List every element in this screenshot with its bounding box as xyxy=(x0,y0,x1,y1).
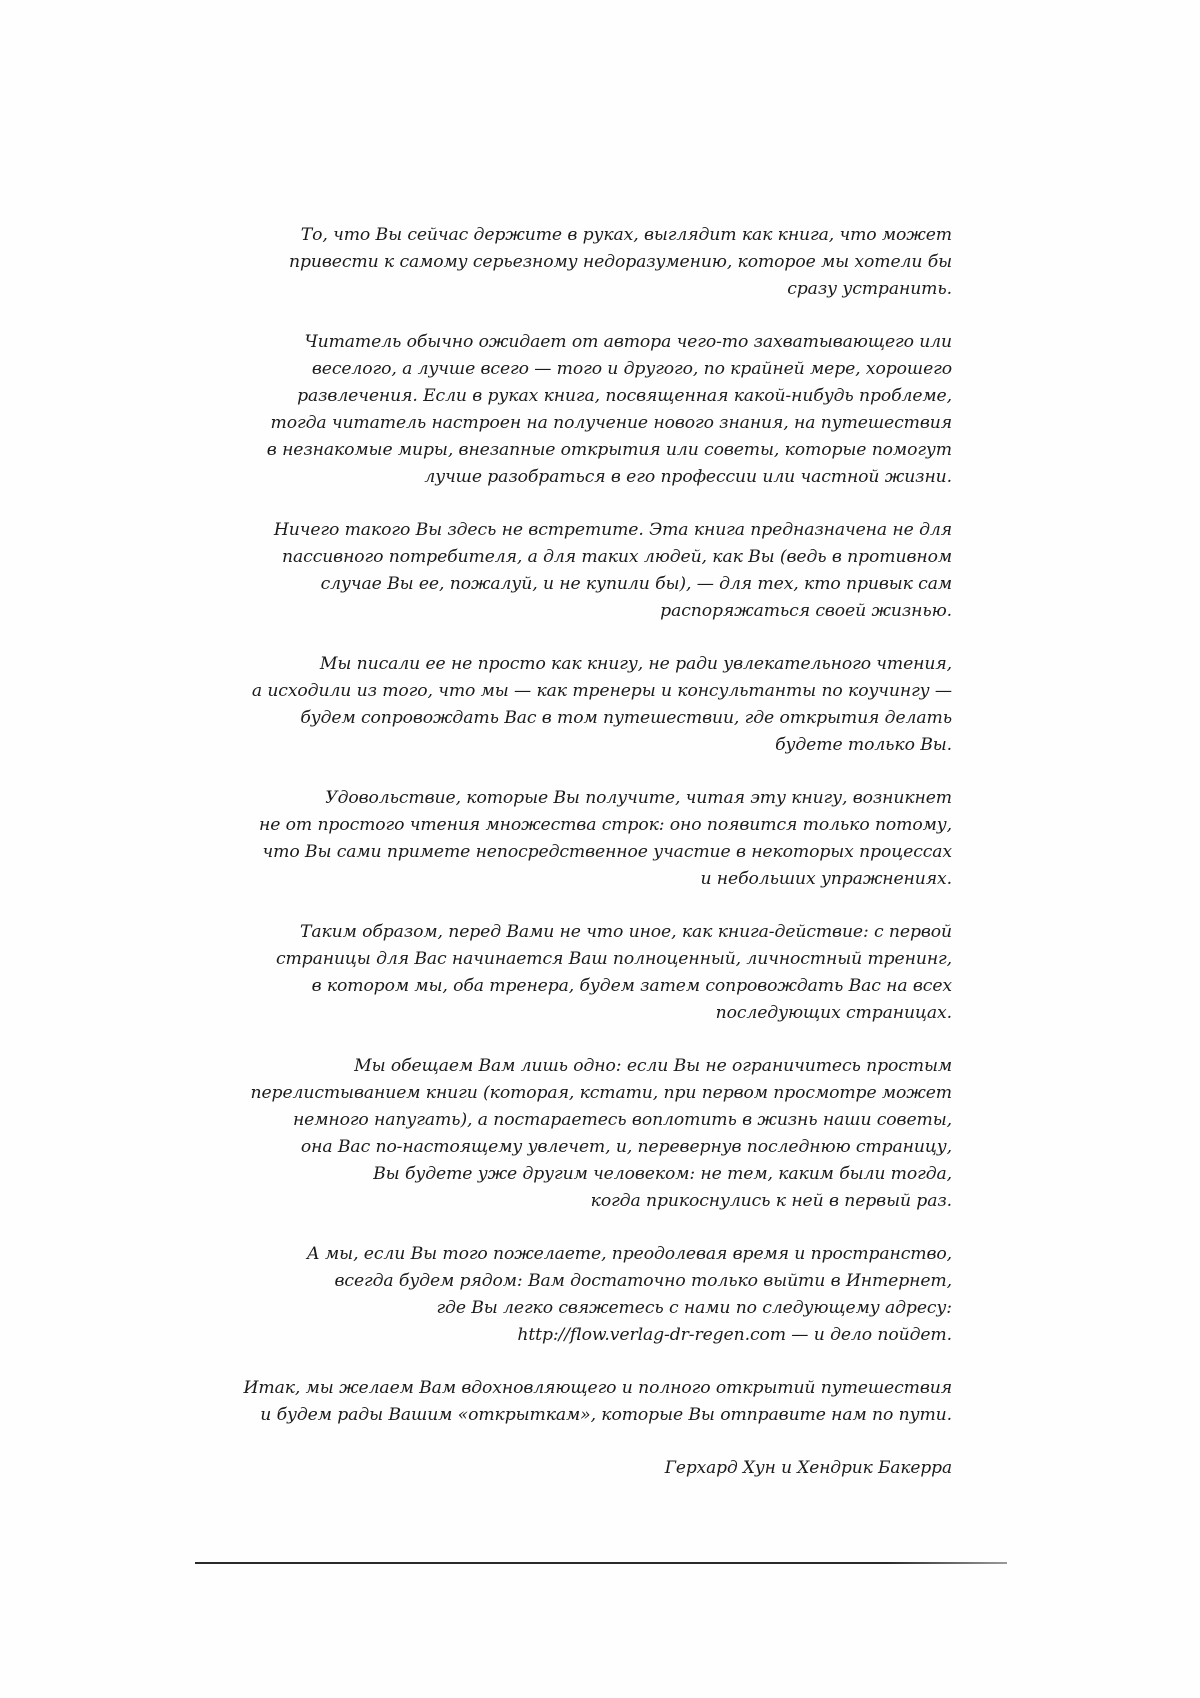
footer-divider xyxy=(195,1562,1007,1564)
text-line: привести к самому серьезному недоразумению, которое мы хотели бы xyxy=(289,252,952,272)
preface-text xyxy=(222,222,952,1508)
text-line: будете только Вы. xyxy=(775,735,952,755)
text-line: Мы обещаем Вам лишь одно: если Вы не ограничитесь простым xyxy=(354,1056,952,1076)
text-line: развлечения. Если в руках книга, посвященная какой-нибудь проблеме, xyxy=(297,386,952,406)
text-line: Ничего такого Вы здесь не встретите. Эта книга предназначена не для xyxy=(273,520,952,540)
text-line: она Вас по-настоящему увлечет, и, перевернув последнюю страницу, xyxy=(300,1137,952,1157)
text-line: веселого, а лучше всего — того и другого, по крайней мере, хорошего xyxy=(311,359,952,379)
text-line: сразу устранить. xyxy=(787,279,952,299)
text-line: а исходили из того, что мы — как тренеры и консультанты по коучингу — xyxy=(251,681,952,701)
text-line: распоряжаться своей жизнью. xyxy=(660,601,952,621)
paragraph-4 xyxy=(222,651,952,759)
text-line: случае Вы ее, пожалуй, и не купили бы), — для тех, кто привык сам xyxy=(320,574,952,594)
authors-signature xyxy=(222,1455,952,1482)
paragraph-8 xyxy=(222,1241,952,1349)
text-line: Итак, мы желаем Вам вдохновляющего и полного открытий путешествия xyxy=(243,1378,952,1398)
text-line: и небольших упражнениях. xyxy=(700,869,952,889)
text-line: в незнакомые миры, внезапные открытия или советы, которые помогут xyxy=(266,440,952,460)
text-line: Мы писали ее не просто как книгу, не ради увлекательного чтения, xyxy=(319,654,952,674)
paragraph-5 xyxy=(222,785,952,893)
text-line: Удовольствие, которые Вы получите, читая эту книгу, возникнет xyxy=(325,788,952,808)
text-line: и будем рады Вашим «открыткам», которые Вы отправите нам по пути. xyxy=(260,1405,952,1425)
text-line: Вы будете уже другим человеком: не тем, каким были тогда, xyxy=(373,1164,952,1184)
text-line: А мы, если Вы того пожелаете, преодолевая время и пространство, xyxy=(306,1244,952,1264)
paragraph-3 xyxy=(222,517,952,625)
text-line: что Вы сами примете непосредственное участие в некоторых процессах xyxy=(262,842,952,862)
text-line: не от простого чтения множества строк: оно появится только потому, xyxy=(259,815,952,835)
text-line: страницы для Вас начинается Ваш полноценный, личностный тренинг, xyxy=(275,949,952,969)
text-line: последующих страницах. xyxy=(715,1003,952,1023)
paragraph-1 xyxy=(222,222,952,303)
text-line: Таким образом, перед Вами не что иное, как книга-действие: с первой xyxy=(299,922,952,942)
text-line: когда прикоснулись к ней в первый раз. xyxy=(590,1191,952,1211)
text-line: пассивного потребителя, а для таких людей, как Вы (ведь в противном xyxy=(282,547,952,567)
paragraph-7 xyxy=(222,1053,952,1215)
website-link-line: http://flow.verlag-dr-regen.com — и дело пойдет. xyxy=(517,1325,952,1345)
text-line: где Вы легко свяжетесь с нами по следующему адресу: xyxy=(436,1298,952,1318)
text-line: Читатель обычно ожидает от автора чего-то захватывающего или xyxy=(304,332,952,352)
text-line: То, что Вы сейчас держите в руках, выглядит как книга, что может xyxy=(300,225,952,245)
paragraph-9 xyxy=(222,1375,952,1429)
paragraph-6 xyxy=(222,919,952,1027)
signature-text: Герхард Хун и Хендрик Бакерра xyxy=(664,1458,952,1478)
text-line: всегда будем рядом: Вам достаточно только выйти в Интернет, xyxy=(334,1271,952,1291)
text-line: лучше разобраться в его профессии или частной жизни. xyxy=(424,467,952,487)
text-line: в котором мы, оба тренера, будем затем сопровождать Вас на всех xyxy=(311,976,952,996)
text-line: тогда читатель настроен на получение нового знания, на путешествия xyxy=(270,413,952,433)
text-line: немного напугать), а постараетесь воплотить в жизнь наши советы, xyxy=(292,1110,952,1130)
paragraph-2 xyxy=(222,329,952,491)
text-line: перелистыванием книги (которая, кстати, при первом просмотре может xyxy=(250,1083,952,1103)
text-line: будем сопровождать Вас в том путешествии, где открытия делать xyxy=(300,708,952,728)
